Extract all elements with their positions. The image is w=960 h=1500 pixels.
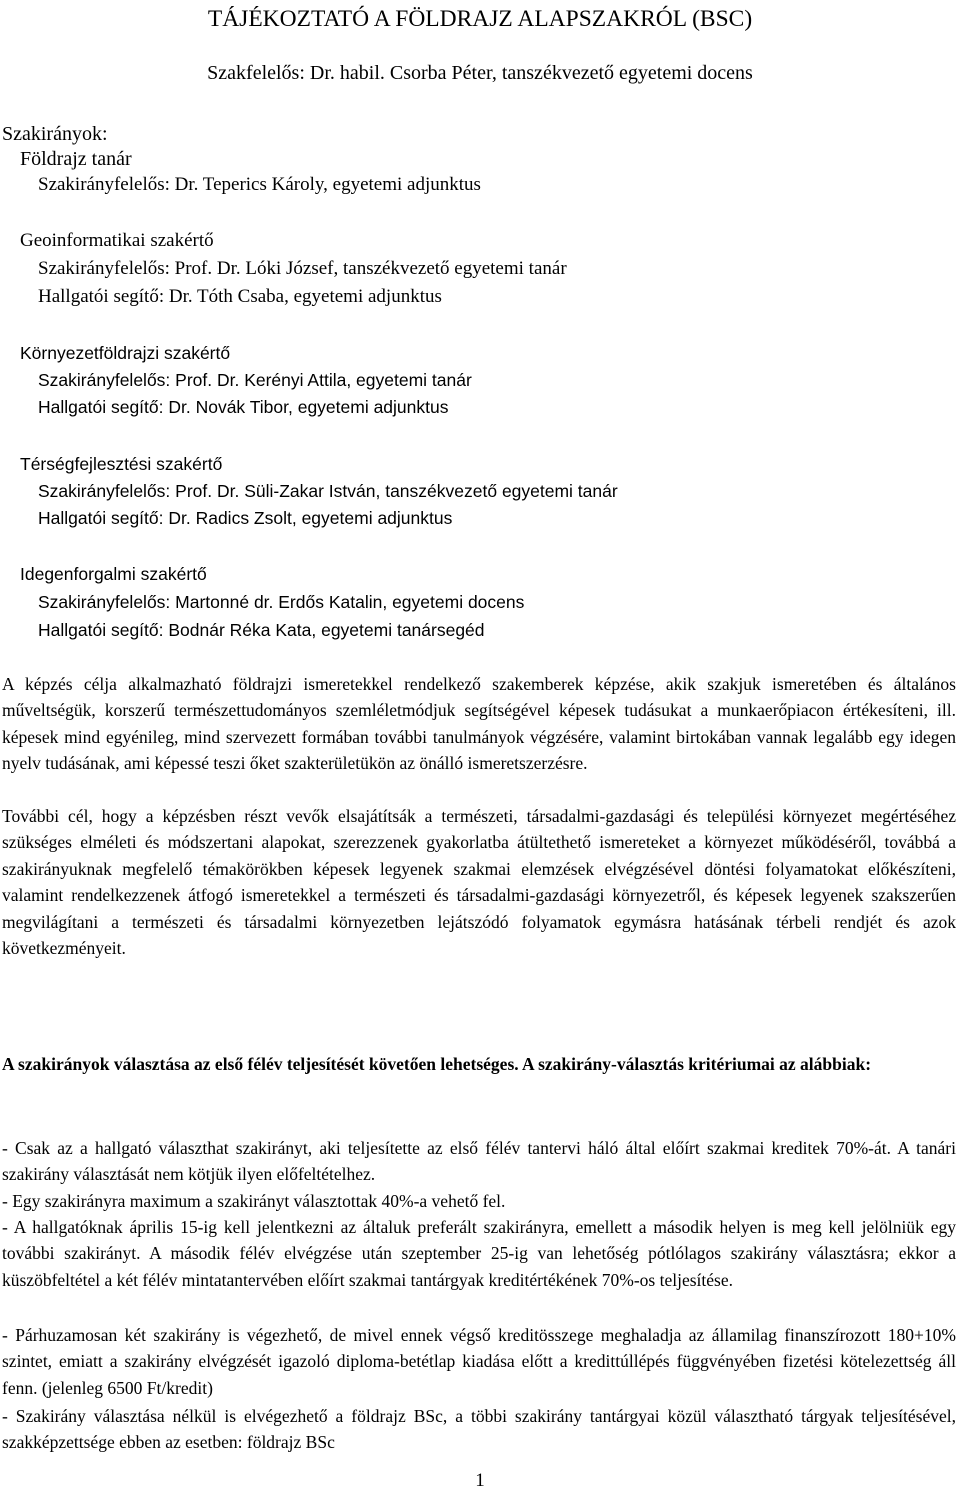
specialization-detail: Szakirányfelelős: Martonné dr. Erdős Katalin, egyetemi docens	[38, 592, 525, 612]
criteria-item: - Csak az a hallgató választhat szakirányt, aki teljesítette az első félév tantervi háló által előírt szakmai kreditek 70%-át. A tanári szakirány választását nem kötjük ilyen előfeltételhez.	[2, 1138, 956, 1185]
criteria-item: - Párhuzamosan két szakirány is végezhető, de mivel ennek végső kreditösszege meghaladja az államilag finanszírozott 180+10% szintet, emiatt a szakirány elvégzését igazoló diploma-betétlap kiadása előtt a kredittúllépés függvényében fizetési kötelezettség áll fenn. (jelenleg 6500 Ft/kredit)	[2, 1325, 956, 1398]
specialization-detail: Szakirányfelelős: Dr. Teperics Károly, egyetemi adjunktus	[38, 174, 481, 195]
goal-paragraph: További cél, hogy a képzésben részt vevők elsajátítsák a természeti, társadalmi-gazdasági és települési környezet megértéséhez szükséges elméleti és módszertani alapokat, szerezzenek gyakorlatba átültethető ismereteket a környezet működéséről, továbbá a szakirányuknak megfelelő témakörökben képesek legyenek szakmai elemzések elvégzésével döntési folyamatokat előkészíteni, valamint rendelkezzenek átfogó ismeretekkel a természeti és társadalmi-gazdasági környezetről, és képesek legyenek szakszerűen megvilágítani a természeti és társadalmi környezetben lejátszódó folyamatok egymásra hatásának térbeli rendjét és azok következményeit.	[2, 806, 956, 959]
specialization-name: Térségfejlesztési szakértő	[20, 454, 223, 474]
goal-paragraph: A képzés célja alkalmazható földrajzi ismeretekkel rendelkező szakemberek képzése, akik szakjuk ismeretében és általános műveltségük, korszerű természettudományos szemléletmódjuk segítségével képesek tudásukat a munkaerőpiacon értékesíteni, ill. képesek mind egyénileg, mind szervezett formában további tanulmányok végzésére, valamint birtokában vannak legalább egy idegen nyelv tudásának, ami képessé teszi őket szakterületükön az önálló ismeretszerzésre.	[2, 674, 956, 774]
specialization-name: Földrajz tanár	[20, 148, 132, 170]
specialization-detail: Hallgatói segítő: Dr. Novák Tibor, egyetemi adjunktus	[38, 397, 449, 417]
specialization-detail: Szakirányfelelős: Prof. Dr. Lóki József, tanszékvezető egyetemi tanár	[38, 258, 567, 279]
program-responsible: Szakfelelős: Dr. habil. Csorba Péter, tanszékvezető egyetemi docens	[207, 62, 753, 84]
specialization-name: Idegenforgalmi szakértő	[20, 564, 207, 584]
criteria-item: - A hallgatóknak április 15-ig kell jelentkezni az általuk preferált szakirányra, emellett a második helyen is meg kell jelölniük egy további szakirányt. A második félév elvégzése után szeptember 25-ig van lehetőség pótlólagos szakirány választásra; ekkor a küszöbfeltétel a két félév mintatantervében előírt szakmai tantárgyak kreditértékének 70%-os teljesítése.	[2, 1217, 956, 1290]
specializations-heading: Szakirányok:	[2, 123, 108, 145]
document-title: TÁJÉKOZTATÓ A FÖLDRAJZ ALAPSZAKRÓL (BSC)	[207, 6, 753, 32]
criteria-item: - Egy szakirányra maximum a szakirányt választottak 40%-a vehető fel.	[2, 1191, 506, 1211]
specialization-name: Környezetföldrajzi szakértő	[20, 343, 231, 363]
specialization-detail: Hallgatói segítő: Dr. Radics Zsolt, egyetemi adjunktus	[38, 508, 453, 528]
criteria-heading: A szakirányok választása az első félév teljesítését követően lehetséges. A szakirány-választás kritériumai az alábbiak:	[2, 1054, 872, 1074]
specialization-detail: Hallgatói segítő: Bodnár Réka Kata, egyetemi tanársegéd	[38, 620, 485, 640]
specialization-detail: Szakirányfelelős: Prof. Dr. Süli-Zakar István, tanszékvezető egyetemi tanár	[38, 481, 618, 501]
specialization-name: Geoinformatikai szakértő	[20, 230, 214, 251]
specialization-detail: Hallgatói segítő: Dr. Tóth Csaba, egyetemi adjunktus	[38, 286, 442, 307]
page-number: 1	[475, 1470, 485, 1491]
specialization-detail: Szakirányfelelős: Prof. Dr. Kerényi Attila, egyetemi tanár	[38, 370, 472, 390]
criteria-item: - Szakirány választása nélkül is elvégezhető a földrajz BSc, a többi szakirány tantárgyai közül választható tárgyak teljesítésével, szakképzettsége ebben az esetben: földrajz BSc	[2, 1406, 956, 1453]
